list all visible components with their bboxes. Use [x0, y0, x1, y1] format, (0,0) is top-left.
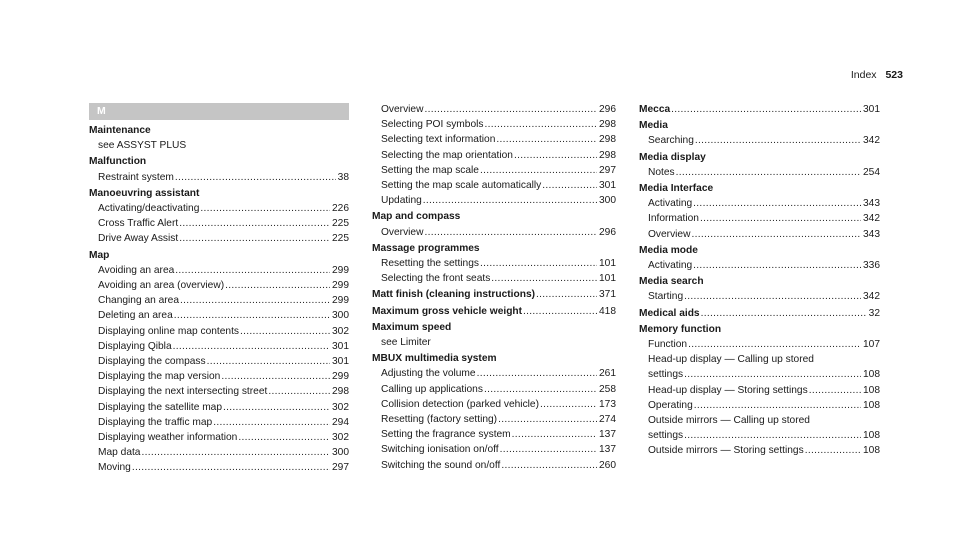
dot-leader [424, 225, 597, 240]
index-entry [372, 287, 616, 302]
heading-text: MBUX multimedia system [372, 353, 497, 365]
index-subentry [639, 165, 880, 180]
page-reference[interactable]: 225 [332, 218, 349, 230]
index-subentry [89, 263, 349, 278]
index-subentry [89, 400, 349, 415]
index-subentry [89, 460, 349, 475]
index-subentry [372, 193, 616, 208]
page-reference[interactable]: 261 [599, 368, 616, 380]
page-reference[interactable]: 300 [599, 195, 616, 207]
index-subentry [372, 366, 616, 381]
column-entries [639, 102, 880, 459]
dot-leader [684, 428, 861, 443]
subentry-text: Displaying weather information [98, 432, 238, 444]
dot-leader [500, 442, 597, 457]
index-entry [89, 154, 349, 184]
subentry-text: Outside mirrors — Calling up stored [648, 415, 810, 427]
index-entry [639, 306, 880, 321]
index-subentry [89, 445, 349, 460]
heading-text: Media mode [639, 244, 698, 256]
page-reference[interactable]: 296 [599, 226, 616, 238]
index-subentry [372, 102, 616, 117]
subentry-text: Information [648, 213, 699, 225]
index-heading [372, 304, 616, 319]
index-heading [89, 123, 349, 138]
subentry-text: Drive Away Assist [98, 233, 179, 245]
page-reference[interactable]: 258 [599, 383, 616, 395]
index-subentry [372, 271, 616, 286]
subentry-text: see ASSYST PLUS [98, 140, 187, 152]
heading-text: Maximum speed [372, 321, 452, 333]
subentry-text: Selecting the front seats [381, 273, 491, 285]
subentry-text: Displaying the next intersecting street [98, 386, 268, 398]
index-heading [639, 274, 880, 289]
dot-leader [695, 133, 861, 148]
subentry-text: Setting the map scale [381, 164, 479, 176]
dot-leader [693, 196, 861, 211]
subentry-text: settings [648, 369, 684, 381]
index-subentry [89, 231, 349, 246]
subentry-text: Switching the sound on/off [381, 459, 501, 471]
index-subentry [89, 293, 349, 308]
index-label: Index [850, 69, 877, 81]
dot-leader [223, 400, 330, 415]
index-subentry [372, 148, 616, 163]
page-reference[interactable]: 302 [332, 325, 349, 337]
index-subentry [372, 412, 616, 427]
dot-leader [498, 412, 597, 427]
heading-text: Maximum gross vehicle weight [372, 305, 523, 317]
dot-leader [207, 354, 330, 369]
heading-text: Media Interface [639, 183, 714, 195]
dot-leader [693, 258, 861, 273]
subentry-text: Selecting POI symbols [381, 119, 484, 131]
subentry-text: Switching ionisation on/off [381, 444, 499, 456]
subentry-text: Starting [648, 291, 684, 303]
subentry-text: Displaying Qibla [98, 340, 172, 352]
index-subentry [89, 354, 349, 369]
page-reference[interactable]: 336 [863, 260, 880, 272]
index-subentry [89, 170, 349, 185]
subentry-text: Displaying online map contents [98, 325, 240, 337]
dot-leader [477, 366, 597, 381]
page-reference[interactable]: 32 [868, 307, 880, 319]
index-heading [639, 118, 880, 133]
index-entry [372, 351, 616, 473]
subentry-text: Collision detection (parked vehicle) [381, 398, 539, 410]
page-reference[interactable]: 301 [332, 340, 349, 352]
page-reference[interactable]: 297 [332, 462, 349, 474]
dot-leader [179, 216, 330, 231]
index-subentry [639, 443, 880, 458]
index-heading [639, 306, 880, 321]
index-heading [639, 102, 880, 117]
subentry-text: Outside mirrors — Storing settings [648, 445, 804, 457]
dot-leader [540, 397, 597, 412]
page-reference[interactable]: 254 [863, 166, 880, 178]
dot-leader [173, 339, 330, 354]
dot-leader [514, 148, 597, 163]
index-subentry [639, 398, 880, 413]
index-subentry [372, 335, 616, 350]
index-subentry [89, 324, 349, 339]
page-reference[interactable]: 302 [332, 432, 349, 444]
index-subentry [372, 458, 616, 473]
subentry-text: Selecting the map orientation [381, 149, 513, 161]
page-reference[interactable]: 299 [332, 371, 349, 383]
dot-leader [536, 287, 597, 302]
page-reference[interactable]: 343 [863, 228, 880, 240]
subentry-text: Map data [98, 447, 141, 459]
index-subentry [639, 413, 880, 428]
dot-leader [684, 289, 861, 304]
page-reference[interactable]: 108 [863, 430, 880, 442]
index-subentry [89, 369, 349, 384]
dot-leader [213, 415, 330, 430]
heading-text: Media [639, 120, 668, 132]
page-reference[interactable]: 300 [332, 447, 349, 459]
index-entry [639, 118, 880, 148]
heading-text: Mecca [639, 104, 671, 115]
index-subentry [372, 256, 616, 271]
dot-leader [180, 293, 330, 308]
index-heading [89, 248, 349, 263]
index-heading [372, 287, 616, 302]
index-subentry [372, 442, 616, 457]
subentry-text: Adjusting the volume [381, 368, 476, 380]
subentry-text: Setting the fragrance system [381, 429, 511, 441]
page-reference[interactable]: 298 [599, 149, 616, 161]
subentry-text: Restraint system [98, 171, 174, 183]
dot-leader [424, 102, 597, 117]
index-subentry [639, 211, 880, 226]
subentry-text: Head-up display — Storing settings [648, 384, 808, 396]
page-reference[interactable]: 173 [599, 398, 616, 410]
index-subentry [372, 397, 616, 412]
subentry-text: Activating [648, 260, 693, 272]
index-subentry [639, 258, 880, 273]
index-entry [89, 186, 349, 247]
page-reference[interactable]: 108 [863, 399, 880, 411]
dot-leader [501, 458, 597, 473]
index-entry [639, 181, 880, 242]
page-reference[interactable]: 225 [332, 233, 349, 245]
subentry-text: Calling up applications [381, 383, 483, 395]
page-number: 523 [885, 69, 903, 81]
page-reference[interactable]: 342 [863, 291, 880, 303]
page-reference[interactable]: 38 [337, 171, 349, 183]
page-reference[interactable]: 107 [863, 339, 880, 351]
index-entry [89, 123, 349, 153]
page-reference[interactable]: 137 [599, 429, 616, 441]
dot-leader [701, 306, 867, 321]
page-reference[interactable]: 299 [332, 295, 349, 307]
dot-leader [179, 231, 330, 246]
page-reference[interactable]: 101 [599, 258, 616, 270]
page-reference[interactable]: 108 [863, 445, 880, 457]
dot-leader [132, 460, 330, 475]
page-reference[interactable]: 297 [599, 164, 616, 176]
index-heading [372, 209, 616, 224]
subentry-text: Updating [381, 195, 422, 207]
heading-text: Medical aids [639, 307, 700, 319]
page-reference[interactable]: 371 [599, 289, 616, 301]
page-reference[interactable]: 294 [332, 416, 349, 428]
index-subentry [89, 339, 349, 354]
index-subentry [372, 382, 616, 397]
dot-leader [175, 170, 336, 185]
page-reference[interactable]: 298 [599, 119, 616, 131]
subentry-text: Notes [648, 166, 675, 178]
dot-leader [141, 445, 330, 460]
heading-text: Media display [639, 151, 706, 163]
dot-leader [805, 443, 861, 458]
subentry-text: Displaying the map version [98, 371, 221, 383]
page-reference[interactable]: 108 [863, 384, 880, 396]
index-entry [372, 241, 616, 287]
index-subentry [372, 163, 616, 178]
index-heading [639, 322, 880, 337]
index-subentry [372, 132, 616, 147]
dot-leader [688, 337, 861, 352]
subentry-text: see Limiter [381, 337, 431, 349]
subentry-text: Operating [648, 399, 693, 411]
index-entry [372, 320, 616, 350]
page-reference[interactable]: 299 [332, 280, 349, 292]
dot-leader [700, 211, 861, 226]
subentry-text: Overview [648, 228, 691, 240]
subentry-text: Function [648, 339, 688, 351]
index-entry [372, 304, 616, 319]
subentry-text: Selecting text information [381, 134, 496, 146]
page-reference[interactable]: 301 [599, 180, 616, 192]
dot-leader [542, 178, 597, 193]
page-reference[interactable]: 226 [332, 203, 349, 215]
index-subentry [372, 427, 616, 442]
index-subentry [89, 384, 349, 399]
index-heading [89, 186, 349, 201]
index-subentry [639, 428, 880, 443]
index-subentry [372, 178, 616, 193]
dot-leader [268, 384, 330, 399]
index-column-2 [372, 101, 616, 473]
index-entry [639, 102, 880, 117]
page-reference[interactable]: 108 [863, 369, 880, 381]
subentry-text: Overview [381, 226, 424, 238]
heading-text: Media search [639, 276, 704, 288]
dot-leader [684, 367, 861, 382]
dot-leader [484, 117, 597, 132]
dot-leader [238, 430, 330, 445]
dot-leader [809, 383, 861, 398]
page-reference[interactable]: 302 [332, 401, 349, 413]
index-entry [89, 248, 349, 476]
dot-leader [694, 398, 861, 413]
index-entry [639, 322, 880, 459]
index-subentry [639, 337, 880, 352]
dot-leader [491, 271, 597, 286]
index-heading [372, 241, 616, 256]
index-entry [639, 274, 880, 304]
page-reference[interactable]: 342 [863, 213, 880, 225]
subentry-text: Moving [98, 462, 131, 474]
subentry-text: Resetting the settings [381, 258, 479, 270]
column-entries [372, 102, 616, 473]
dot-leader [480, 163, 597, 178]
subentry-text: Displaying the traffic map [98, 416, 213, 428]
index-column-3 [639, 101, 880, 459]
heading-text: Manoeuvring assistant [89, 187, 200, 199]
index-heading [89, 154, 349, 169]
dot-leader [200, 201, 330, 216]
heading-text: Map and compass [372, 211, 461, 223]
page-reference[interactable]: 418 [599, 305, 616, 317]
page-reference[interactable]: 300 [332, 310, 349, 322]
subentry-text: Setting the map scale automatically [381, 180, 542, 192]
page-reference[interactable]: 260 [599, 459, 616, 471]
page-reference[interactable]: 296 [599, 104, 616, 115]
dot-leader [676, 165, 861, 180]
index-heading [639, 150, 880, 165]
section-letter-bar: M [89, 103, 349, 120]
page-reference[interactable]: 343 [863, 198, 880, 210]
index-subentry [89, 138, 349, 153]
index-entry [639, 150, 880, 180]
index-heading [639, 181, 880, 196]
index-subentry [639, 227, 880, 242]
index-subentry [372, 225, 616, 240]
page-reference[interactable]: 301 [863, 104, 880, 115]
subentry-text: Avoiding an area [98, 264, 175, 276]
index-heading [372, 320, 616, 335]
dot-leader [240, 324, 330, 339]
index-subentry [89, 415, 349, 430]
index-subentry [639, 383, 880, 398]
subentry-text: Overview [381, 104, 424, 115]
dot-leader [423, 193, 597, 208]
dot-leader [512, 427, 597, 442]
index-subentry [639, 133, 880, 148]
page-header [851, 69, 903, 81]
dot-leader [225, 278, 330, 293]
page-reference[interactable]: 101 [599, 273, 616, 285]
page-reference[interactable]: 299 [332, 264, 349, 276]
subentry-text: Cross Traffic Alert [98, 218, 179, 230]
subentry-text: Searching [648, 135, 694, 147]
page-reference[interactable]: 137 [599, 444, 616, 456]
index-entry [639, 243, 880, 273]
dot-leader [691, 227, 861, 242]
subentry-text: Avoiding an area (overview) [98, 280, 225, 292]
page-reference[interactable]: 298 [332, 386, 349, 398]
page-reference[interactable]: 301 [332, 356, 349, 368]
dot-leader [221, 369, 330, 384]
subentry-text: Resetting (factory setting) [381, 414, 498, 426]
subentry-text: Head-up display — Calling up stored [648, 354, 814, 366]
dot-leader [671, 102, 861, 117]
dot-leader [484, 382, 597, 397]
index-column-1 [89, 103, 349, 476]
heading-text: Memory function [639, 323, 722, 335]
heading-text: Matt finish (cleaning instructions) [372, 289, 536, 301]
dot-leader [480, 256, 597, 271]
column-entries [89, 123, 349, 476]
index-subentry [89, 278, 349, 293]
index-heading [639, 243, 880, 258]
subentry-text: Activating/deactivating [98, 203, 200, 215]
heading-text: Massage programmes [372, 242, 480, 254]
page-reference[interactable]: 298 [599, 134, 616, 146]
index-heading [372, 351, 616, 366]
subentry-text: Deleting an area [98, 310, 173, 322]
page-reference[interactable]: 342 [863, 135, 880, 147]
dot-leader [174, 308, 330, 323]
heading-text: Map [89, 249, 110, 261]
dot-leader [523, 304, 597, 319]
subentry-text: Changing an area [98, 295, 179, 307]
index-subentry [639, 352, 880, 367]
subentry-text: Displaying the satellite map [98, 401, 223, 413]
page-reference[interactable]: 274 [599, 414, 616, 426]
index-entry [372, 102, 616, 208]
index-subentry [639, 289, 880, 304]
index-subentry [89, 308, 349, 323]
subentry-text: Activating [648, 198, 693, 210]
index-subentry [89, 430, 349, 445]
heading-text: Maintenance [89, 125, 151, 136]
index-entry [372, 209, 616, 239]
index-subentry [89, 201, 349, 216]
index-subentry [639, 367, 880, 382]
index-subentry [372, 117, 616, 132]
dot-leader [496, 132, 597, 147]
subentry-text: settings [648, 430, 684, 442]
heading-text: Malfunction [89, 156, 147, 168]
index-subentry [639, 196, 880, 211]
index-subentry [89, 216, 349, 231]
subentry-text: Displaying the compass [98, 356, 206, 368]
dot-leader [175, 263, 330, 278]
